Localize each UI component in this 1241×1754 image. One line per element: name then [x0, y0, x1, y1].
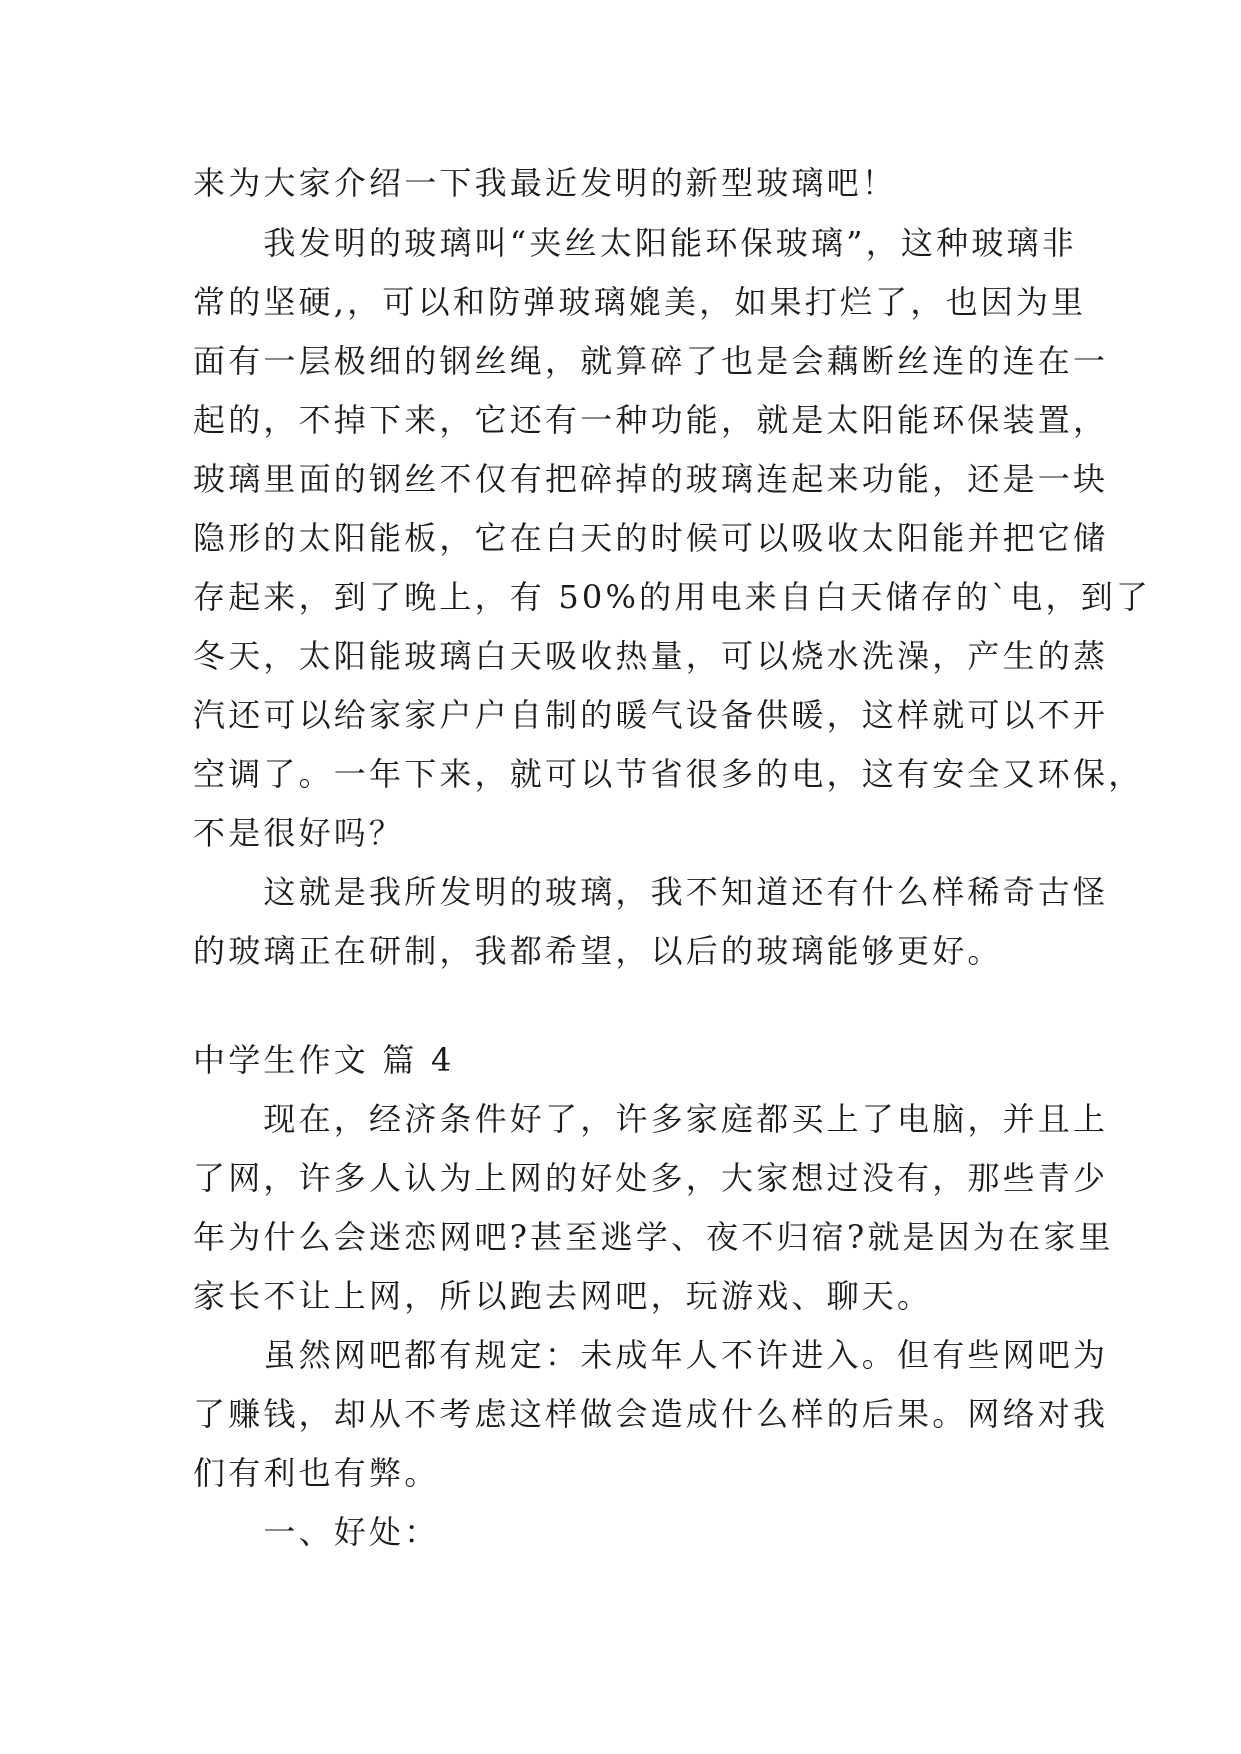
text-line: 面有一层极细的钢丝绳，就算碎了也是会藕断丝连的连在一: [193, 342, 1109, 380]
list-heading: 一、好处：: [193, 1513, 440, 1551]
paragraph-first-line: 这就是我所发明的玻璃，我不知道还有什么样稀奇古怪: [193, 873, 1109, 911]
text-line: 来为大家介绍一下我最近发明的新型玻璃吧！: [193, 164, 898, 202]
text-line: 了赚钱，却从不考虑这样做会造成什么样的后果。网络对我: [193, 1395, 1109, 1433]
text-line: 玻璃里面的钢丝不仅有把碎掉的玻璃连起来功能，还是一块: [193, 460, 1109, 498]
text-line: 们有利也有弊。: [193, 1454, 440, 1492]
text-line: 冬天，太阳能玻璃白天吸收热量，可以烧水洗澡，产生的蒸: [193, 637, 1109, 675]
text-line: 汽还可以给家家户户自制的暖气设备供暖，这样就可以不开: [193, 696, 1109, 734]
text-line: 空调了。一年下来，就可以节省很多的电，这有安全又环保，: [193, 755, 1144, 793]
paragraph-first-line: 虽然网吧都有规定：未成年人不许进入。但有些网吧为: [193, 1336, 1109, 1374]
text-line: 常的坚硬,，可以和防弹玻璃媲美，如果打烂了，也因为里: [193, 283, 1087, 321]
text-line: 的玻璃正在研制，我都希望，以后的玻璃能够更好。: [193, 932, 1003, 970]
paragraph-first-line: 现在，经济条件好了，许多家庭都买上了电脑，并且上: [193, 1100, 1109, 1138]
text-line: 隐形的太阳能板，它在白天的时候可以吸收太阳能并把它储: [193, 519, 1109, 557]
text-line: 起的，不掉下来，它还有一种功能，就是太阳能环保装置，: [193, 401, 1109, 439]
text-line: 年为什么会迷恋网吧?甚至逃学、夜不归宿?就是因为在家里: [193, 1218, 1114, 1256]
text-line: 存起来，到了晚上，有 50%的用电来自白天储存的`电，到了: [193, 578, 1152, 616]
section-heading: 中学生作文 篇 4: [193, 1041, 455, 1079]
text-line: 家长不让上网，所以跑去网吧，玩游戏、聊天。: [193, 1277, 933, 1315]
text-line: 了网，许多人认为上网的好处多，大家想过没有，那些青少: [193, 1159, 1109, 1197]
text-line: 不是很好吗？: [193, 814, 405, 852]
paragraph-first-line: 我发明的玻璃叫“夹丝太阳能环保玻璃”，这种玻璃非: [193, 224, 1077, 262]
